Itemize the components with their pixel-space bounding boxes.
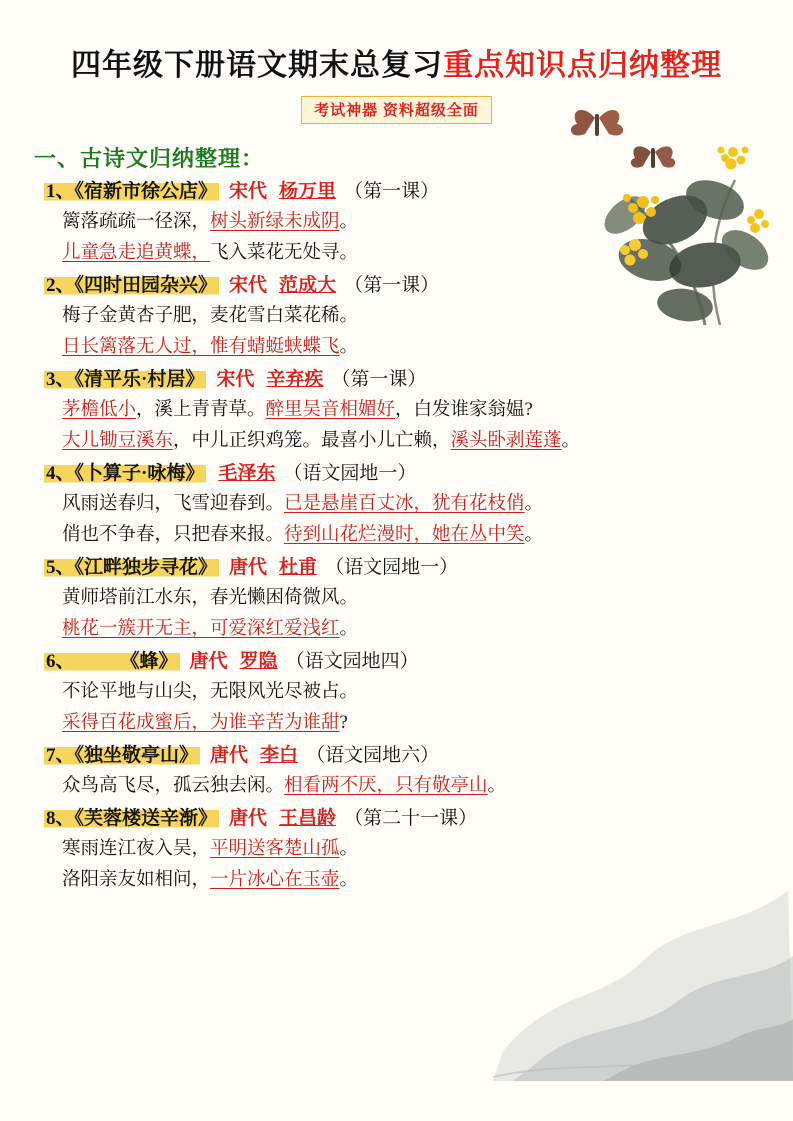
entry-index: 1、	[46, 181, 75, 202]
poem-title: 《四时田园杂兴》	[74, 275, 218, 296]
poem-line-text: 。	[339, 870, 359, 890]
poem-line	[62, 865, 793, 896]
poem-title: 《蜂》	[120, 651, 178, 672]
poem-line-emphasis: 平明送客楚山孤	[210, 839, 340, 859]
poem-entry	[0, 553, 793, 645]
highlighted-title	[44, 556, 219, 579]
poem-entry-header	[44, 177, 793, 207]
poem-lesson-source: （第一课）	[331, 369, 427, 390]
poem-line	[62, 771, 793, 802]
poem-line-text: ，白发谁家翁媪?	[395, 400, 533, 420]
entry-index: 6、	[46, 651, 75, 672]
poem-title: 《清平乐·村居》	[74, 369, 205, 390]
poem-line	[62, 677, 793, 708]
highlighted-title	[44, 650, 180, 673]
poem-lesson-source: （语文园地六）	[306, 745, 440, 766]
poem-author: 罗隐	[239, 651, 278, 672]
poem-line	[62, 332, 793, 363]
poem-line-emphasis: 采得百花成蜜后，为谁辛苦为谁甜	[62, 713, 340, 733]
title-black-part: 四年级下册语文期末总复习	[71, 49, 443, 82]
poem-line-text: 。	[561, 431, 581, 451]
poem-line-emphasis: 茅檐低小	[62, 400, 137, 420]
poem-title: 《芙蓉楼送辛渐》	[74, 808, 218, 829]
highlighted-title	[44, 462, 206, 485]
poem-author: 李白	[260, 745, 299, 766]
poem-entry	[0, 177, 793, 269]
poem-author: 王昌龄	[279, 808, 337, 829]
highlighted-title	[44, 180, 219, 203]
poem-line-text: 篱落疏疏一径深，	[62, 212, 211, 232]
entry-index: 8、	[46, 808, 75, 829]
poem-line	[62, 426, 793, 457]
poem-entry	[0, 741, 793, 802]
poem-entry-header	[44, 804, 793, 834]
entry-index: 3、	[46, 369, 75, 390]
poem-line-text: ?	[339, 713, 348, 733]
poem-line	[62, 834, 793, 865]
poem-line	[62, 238, 793, 269]
poem-line-text: 黄师塔前江水东，春光懒困倚微风。	[62, 588, 359, 608]
poem-entry-header	[44, 365, 793, 395]
poem-line-text: 。	[487, 776, 507, 796]
poem-title: 《江畔独步寻花》	[74, 557, 218, 578]
poem-line-text: 。	[339, 839, 359, 859]
poem-line-emphasis: 儿童急走追黄蝶，	[62, 243, 211, 263]
poem-line-text: 飞入菜花无处寻。	[210, 243, 359, 263]
highlighted-title	[44, 744, 200, 767]
title-red-part: 重点知识点归纳整理	[443, 49, 722, 82]
poem-dynasty: 唐代	[189, 651, 228, 672]
poem-line	[62, 614, 793, 645]
entry-index: 7、	[46, 745, 75, 766]
poem-line	[62, 207, 793, 238]
title-block	[0, 0, 793, 84]
poem-entry-header	[44, 271, 793, 301]
entry-index: 5、	[46, 557, 75, 578]
poem-entry	[0, 271, 793, 363]
poem-line-text: 梅子金黄杏子肥，麦花雪白菜花稀。	[62, 306, 359, 326]
poem-entry-list	[0, 177, 793, 896]
poem-author: 杜甫	[279, 557, 318, 578]
poem-entry	[0, 459, 793, 551]
poem-entry-header	[44, 553, 793, 583]
poem-entry	[0, 804, 793, 896]
subtitle-badge: 考试神器 资料超级全面	[301, 96, 492, 124]
subtitle-wrap	[0, 96, 793, 124]
poem-title: 《独坐敬亭山》	[74, 745, 199, 766]
poem-dynasty: 宋代	[216, 369, 255, 390]
poem-dynasty: 唐代	[210, 745, 249, 766]
poem-line	[62, 708, 793, 739]
page-title	[71, 40, 722, 84]
poem-line-text: 寒雨连江夜入吴，	[62, 839, 211, 859]
poem-author: 辛弃疾	[266, 369, 324, 390]
poem-line-text: 风雨送春归，飞雪迎春到。	[62, 494, 285, 514]
poem-line-emphasis: 待到山花烂漫时，她在丛中笑	[284, 525, 525, 545]
poem-dynasty: 唐代	[229, 808, 268, 829]
poem-author: 杨万里	[279, 181, 337, 202]
poem-lesson-source: （第二十一课）	[344, 808, 478, 829]
poem-line-text: 不论平地与山尖，无限风光尽被占。	[62, 682, 359, 702]
poem-line-emphasis: 醉里吴音相媚好	[265, 400, 396, 420]
poem-line-text: 众鸟高飞尽，孤云独去闲。	[62, 776, 285, 796]
poem-entry	[0, 647, 793, 739]
poem-dynasty: 宋代	[229, 275, 268, 296]
poem-title: 《卜算子·咏梅》	[74, 463, 205, 484]
poem-line-text: 。	[339, 212, 359, 232]
poem-line-text: 。	[339, 337, 359, 357]
poem-line-text: 俏也不争春，只把春来报。	[62, 525, 285, 545]
poem-line-emphasis: 桃花一簇开无主，可爱深红爱浅红	[62, 619, 340, 639]
highlighted-title	[44, 807, 219, 830]
poem-line	[62, 395, 793, 426]
poem-entry-header	[44, 459, 793, 489]
poem-lesson-source: （第一课）	[344, 275, 440, 296]
poem-entry	[0, 365, 793, 457]
entry-index: 2、	[46, 275, 75, 296]
poem-lesson-source: （语文园地一）	[283, 463, 417, 484]
poem-line-text: 。	[524, 525, 544, 545]
poem-line-text: ，中儿正织鸡笼。最喜小儿亡赖，	[173, 431, 451, 451]
poem-line-emphasis: 日长篱落无人过，惟有蜻蜓蛱蝶飞	[62, 337, 340, 357]
poem-lesson-source: （语文园地一）	[325, 557, 459, 578]
poem-line-emphasis: 树头新绿未成阴	[210, 212, 340, 232]
poem-line-text: 洛阳亲友如相问，	[62, 870, 211, 890]
poem-line	[62, 489, 793, 520]
poem-lesson-source: （第一课）	[344, 181, 440, 202]
poem-line-emphasis: 大儿锄豆溪东	[62, 431, 174, 451]
poem-lesson-source: （语文园地四）	[285, 651, 419, 672]
poem-entry-header	[44, 741, 793, 771]
poem-line-text: ，溪上青青草。	[136, 400, 266, 420]
entry-index: 4、	[46, 463, 75, 484]
poem-line-emphasis: 相看两不厌，只有敬亭山	[284, 776, 488, 796]
poem-line-emphasis: 一片冰心在玉壶	[210, 870, 340, 890]
poem-dynasty: 宋代	[229, 181, 268, 202]
poem-line	[62, 301, 793, 332]
poem-line	[62, 583, 793, 614]
poem-author: 毛泽东	[218, 463, 276, 484]
poem-author: 范成大	[279, 275, 337, 296]
poem-line-emphasis: 已是悬崖百丈冰，犹有花枝俏	[284, 494, 525, 514]
poem-dynasty: 唐代	[229, 557, 268, 578]
highlighted-title	[44, 274, 219, 297]
poem-line	[62, 520, 793, 551]
section-heading: 一、古诗文归纳整理：	[34, 146, 265, 171]
poem-line-text: 。	[339, 619, 359, 639]
poem-line-text: 。	[524, 494, 544, 514]
poem-entry-header	[44, 647, 793, 677]
poem-title: 《宿新市徐公店》	[74, 181, 218, 202]
poem-line-emphasis: 溪头卧剥莲蓬	[450, 431, 562, 451]
highlighted-title	[44, 368, 206, 391]
